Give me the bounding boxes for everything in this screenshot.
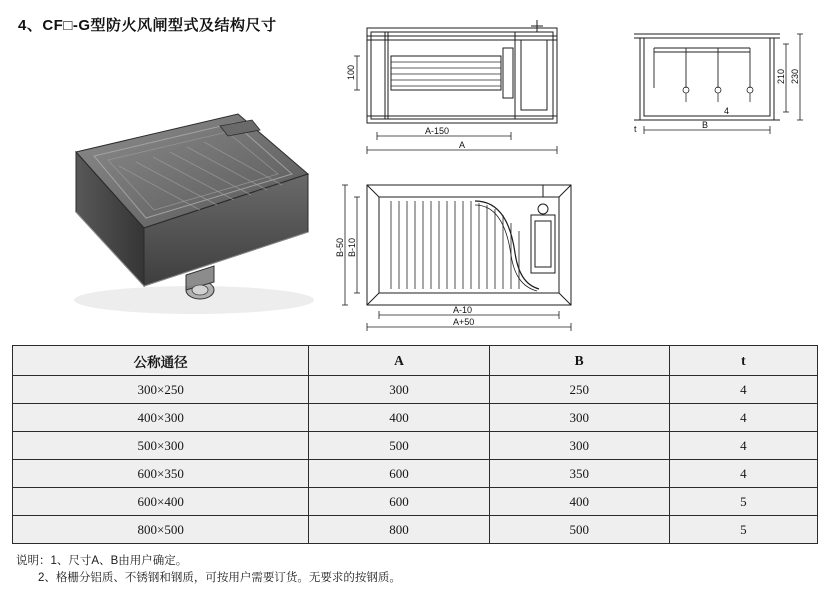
cell-nominal-diameter: 300×250	[13, 376, 309, 404]
cell-nominal-diameter: 600×400	[13, 488, 309, 516]
table-row	[13, 488, 818, 516]
end-section-view	[620, 18, 820, 148]
spec-table	[12, 345, 818, 544]
table-row	[13, 432, 818, 460]
table-row	[13, 376, 818, 404]
cell-nominal-diameter: 800×500	[13, 516, 309, 544]
dim-a-10: A-10	[453, 305, 473, 315]
cell-b: 350	[489, 460, 669, 488]
table-row	[13, 460, 818, 488]
cell-a: 800	[309, 516, 489, 544]
cell-nominal-diameter: 500×300	[13, 432, 309, 460]
cell-t: 5	[669, 488, 817, 516]
header-t: t	[669, 346, 817, 376]
spec-table-wrap	[12, 345, 818, 544]
cell-t: 5	[669, 516, 817, 544]
dim-a-plus-50: A+50	[453, 317, 475, 327]
cell-t: 4	[669, 432, 817, 460]
cell-a: 400	[309, 404, 489, 432]
grille-front-view	[325, 165, 605, 340]
dim-a: A	[459, 140, 466, 150]
fire-damper-photo	[24, 100, 324, 325]
cell-nominal-diameter: 600×350	[13, 460, 309, 488]
dim-b: B	[702, 120, 709, 130]
header-a: A	[309, 346, 489, 376]
dim-230: 230	[790, 68, 800, 84]
plan-section-view	[335, 18, 595, 158]
dim-a-150: A-150	[425, 126, 450, 136]
page-title: 4、CF□-G型防火风闸型式及结构尺寸	[18, 17, 277, 34]
header-nominal-diameter: 公称通径	[13, 346, 309, 376]
cell-b: 250	[489, 376, 669, 404]
cell-b: 300	[489, 404, 669, 432]
dim-t: t	[634, 124, 637, 134]
cell-b: 500	[489, 516, 669, 544]
dim-b-50: B-50	[335, 237, 345, 257]
cell-a: 300	[309, 376, 489, 404]
dim-b-10: B-10	[347, 237, 357, 257]
table-row	[13, 516, 818, 544]
cell-b: 300	[489, 432, 669, 460]
cell-a: 600	[309, 488, 489, 516]
cell-a: 600	[309, 460, 489, 488]
table-row	[13, 404, 818, 432]
dim-210: 210	[776, 68, 786, 84]
header-b: B	[489, 346, 669, 376]
cell-nominal-diameter: 400×300	[13, 404, 309, 432]
table-header-row	[13, 346, 818, 376]
notes-block	[16, 553, 806, 587]
dim-100: 100	[346, 64, 356, 80]
dim-4: 4	[724, 106, 730, 116]
note-line-1: 说明：1、尺寸A、B由用户确定。	[16, 555, 188, 567]
cell-a: 500	[309, 432, 489, 460]
cell-b: 400	[489, 488, 669, 516]
cell-t: 4	[669, 404, 817, 432]
cell-t: 4	[669, 460, 817, 488]
note-line-2: 2、格栅分铝质、不锈钢和钢质，可按用户需要订货。无要求的按钢质。	[38, 572, 401, 584]
cell-t: 4	[669, 376, 817, 404]
